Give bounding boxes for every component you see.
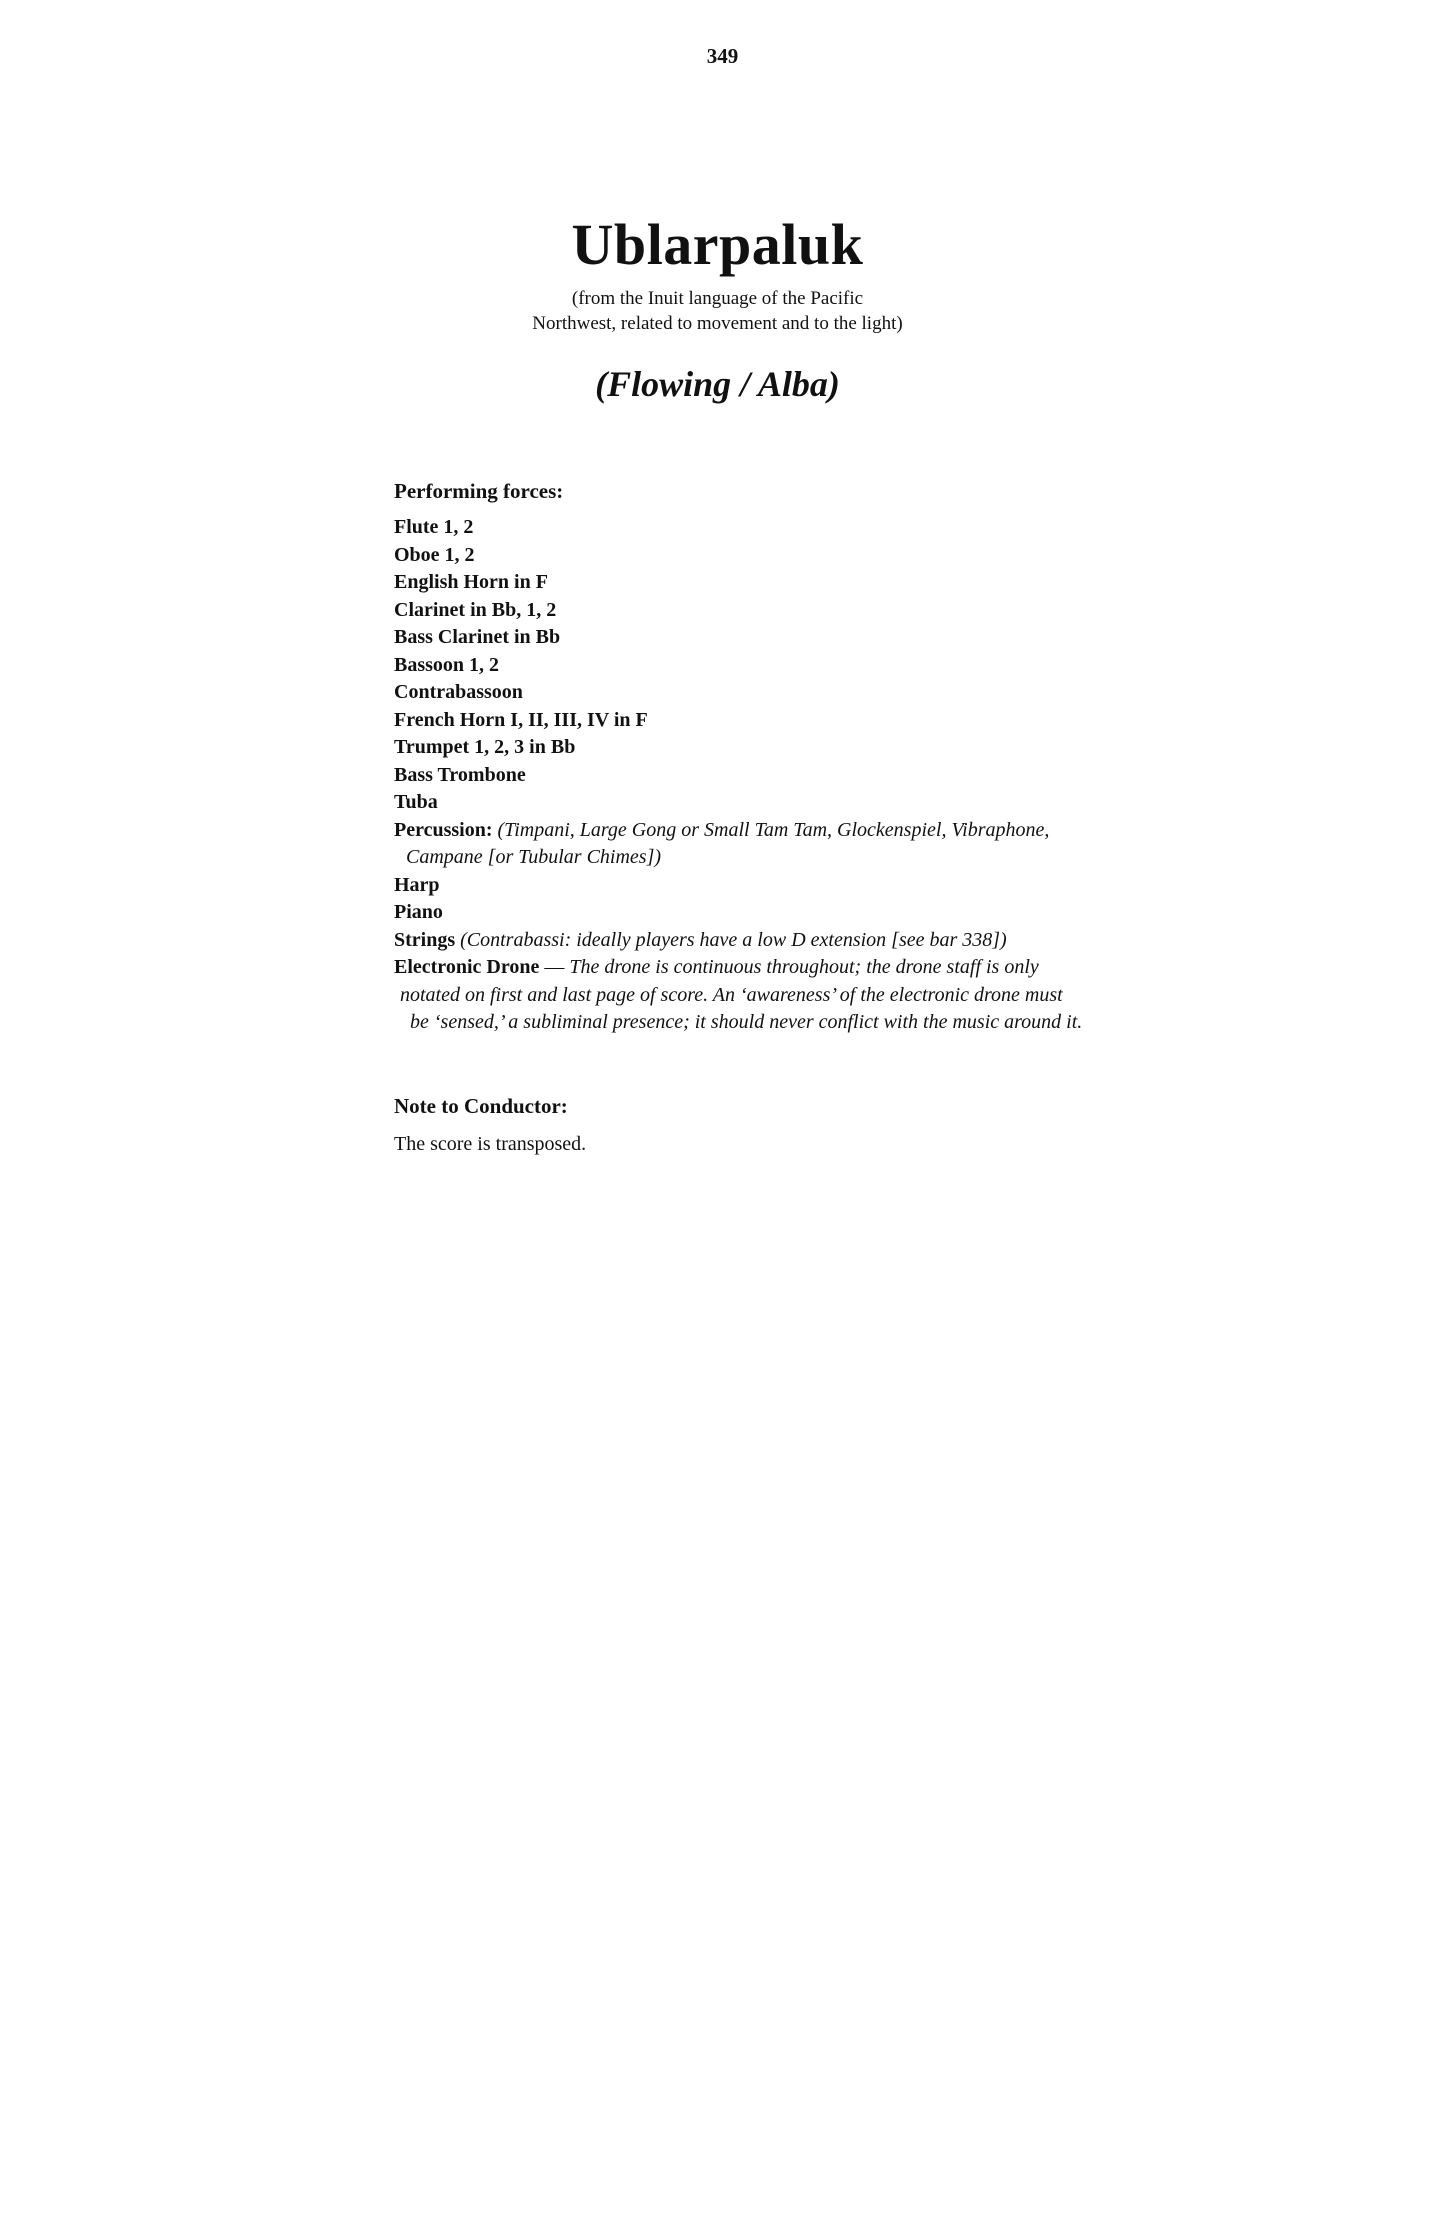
note-to-conductor-heading: Note to Conductor: [394, 1093, 568, 1118]
subtitle-line-2: Northwest, related to movement and to the light) [532, 313, 903, 334]
drone-note-continued-2: be ‘sensed,’ a subliminal presence; it should never conflict with the music around it. [410, 1011, 1083, 1033]
instrument-item: French Horn I, II, III, IV in F [394, 708, 648, 731]
instrument-item: Bass Clarinet in Bb [394, 626, 561, 648]
instrument-item: Flute 1, 2 [394, 516, 474, 538]
instrument-item: Bass Trombone [394, 763, 526, 786]
performing-forces-heading: Performing forces: [394, 479, 564, 503]
instrument-list [394, 514, 1174, 1037]
subtitle-line-1: (from the Inuit language of the Pacific [571, 288, 864, 309]
tempo-marking: (Flowing / Alba) [595, 364, 840, 404]
page-title: Ublarpaluk [571, 212, 864, 277]
drone-note: The drone is continuous throughout; the drone staff is only [569, 956, 1039, 978]
main-content [394, 476, 1174, 1159]
instrument-item: English Horn in F [394, 571, 548, 593]
percussion-label: Percussion: [394, 818, 493, 841]
instrument-item: Bassoon 1, 2 [394, 653, 500, 676]
instrument-item-electronic-drone [394, 954, 1174, 1037]
instrument-item: Oboe 1, 2 [394, 543, 475, 566]
instrument-item: Harp [394, 873, 440, 896]
instrument-item: Clarinet in Bb, 1, 2 [394, 598, 557, 621]
drone-label: Electronic Drone [394, 956, 540, 978]
note-to-conductor-text: The score is transposed. [394, 1132, 587, 1155]
strings-note: (Contrabassi: ideally players have a low D extension [see bar 338]) [460, 928, 1007, 951]
page-number: 349 [706, 44, 739, 68]
instrument-item: Trumpet 1, 2, 3 in Bb [394, 736, 576, 758]
instrument-item-strings [394, 927, 1174, 955]
instrument-item: Piano [394, 901, 443, 923]
subtitle [0, 286, 1435, 336]
percussion-note: (Timpani, Large Gong or Small Tam Tam, Glockenspiel, Vibraphone, [497, 818, 1050, 841]
drone-note-continued-1: notated on first and last page of score. An ‘awareness’ of the electronic drone must [400, 983, 1063, 1006]
instrument-item-percussion [394, 817, 1174, 872]
drone-dash: — [544, 956, 565, 978]
instrument-item: Tuba [394, 791, 438, 813]
instrument-item: Contrabassoon [394, 681, 523, 703]
strings-label: Strings [394, 928, 456, 951]
percussion-note-continued: Campane [or Tubular Chimes]) [406, 846, 662, 868]
